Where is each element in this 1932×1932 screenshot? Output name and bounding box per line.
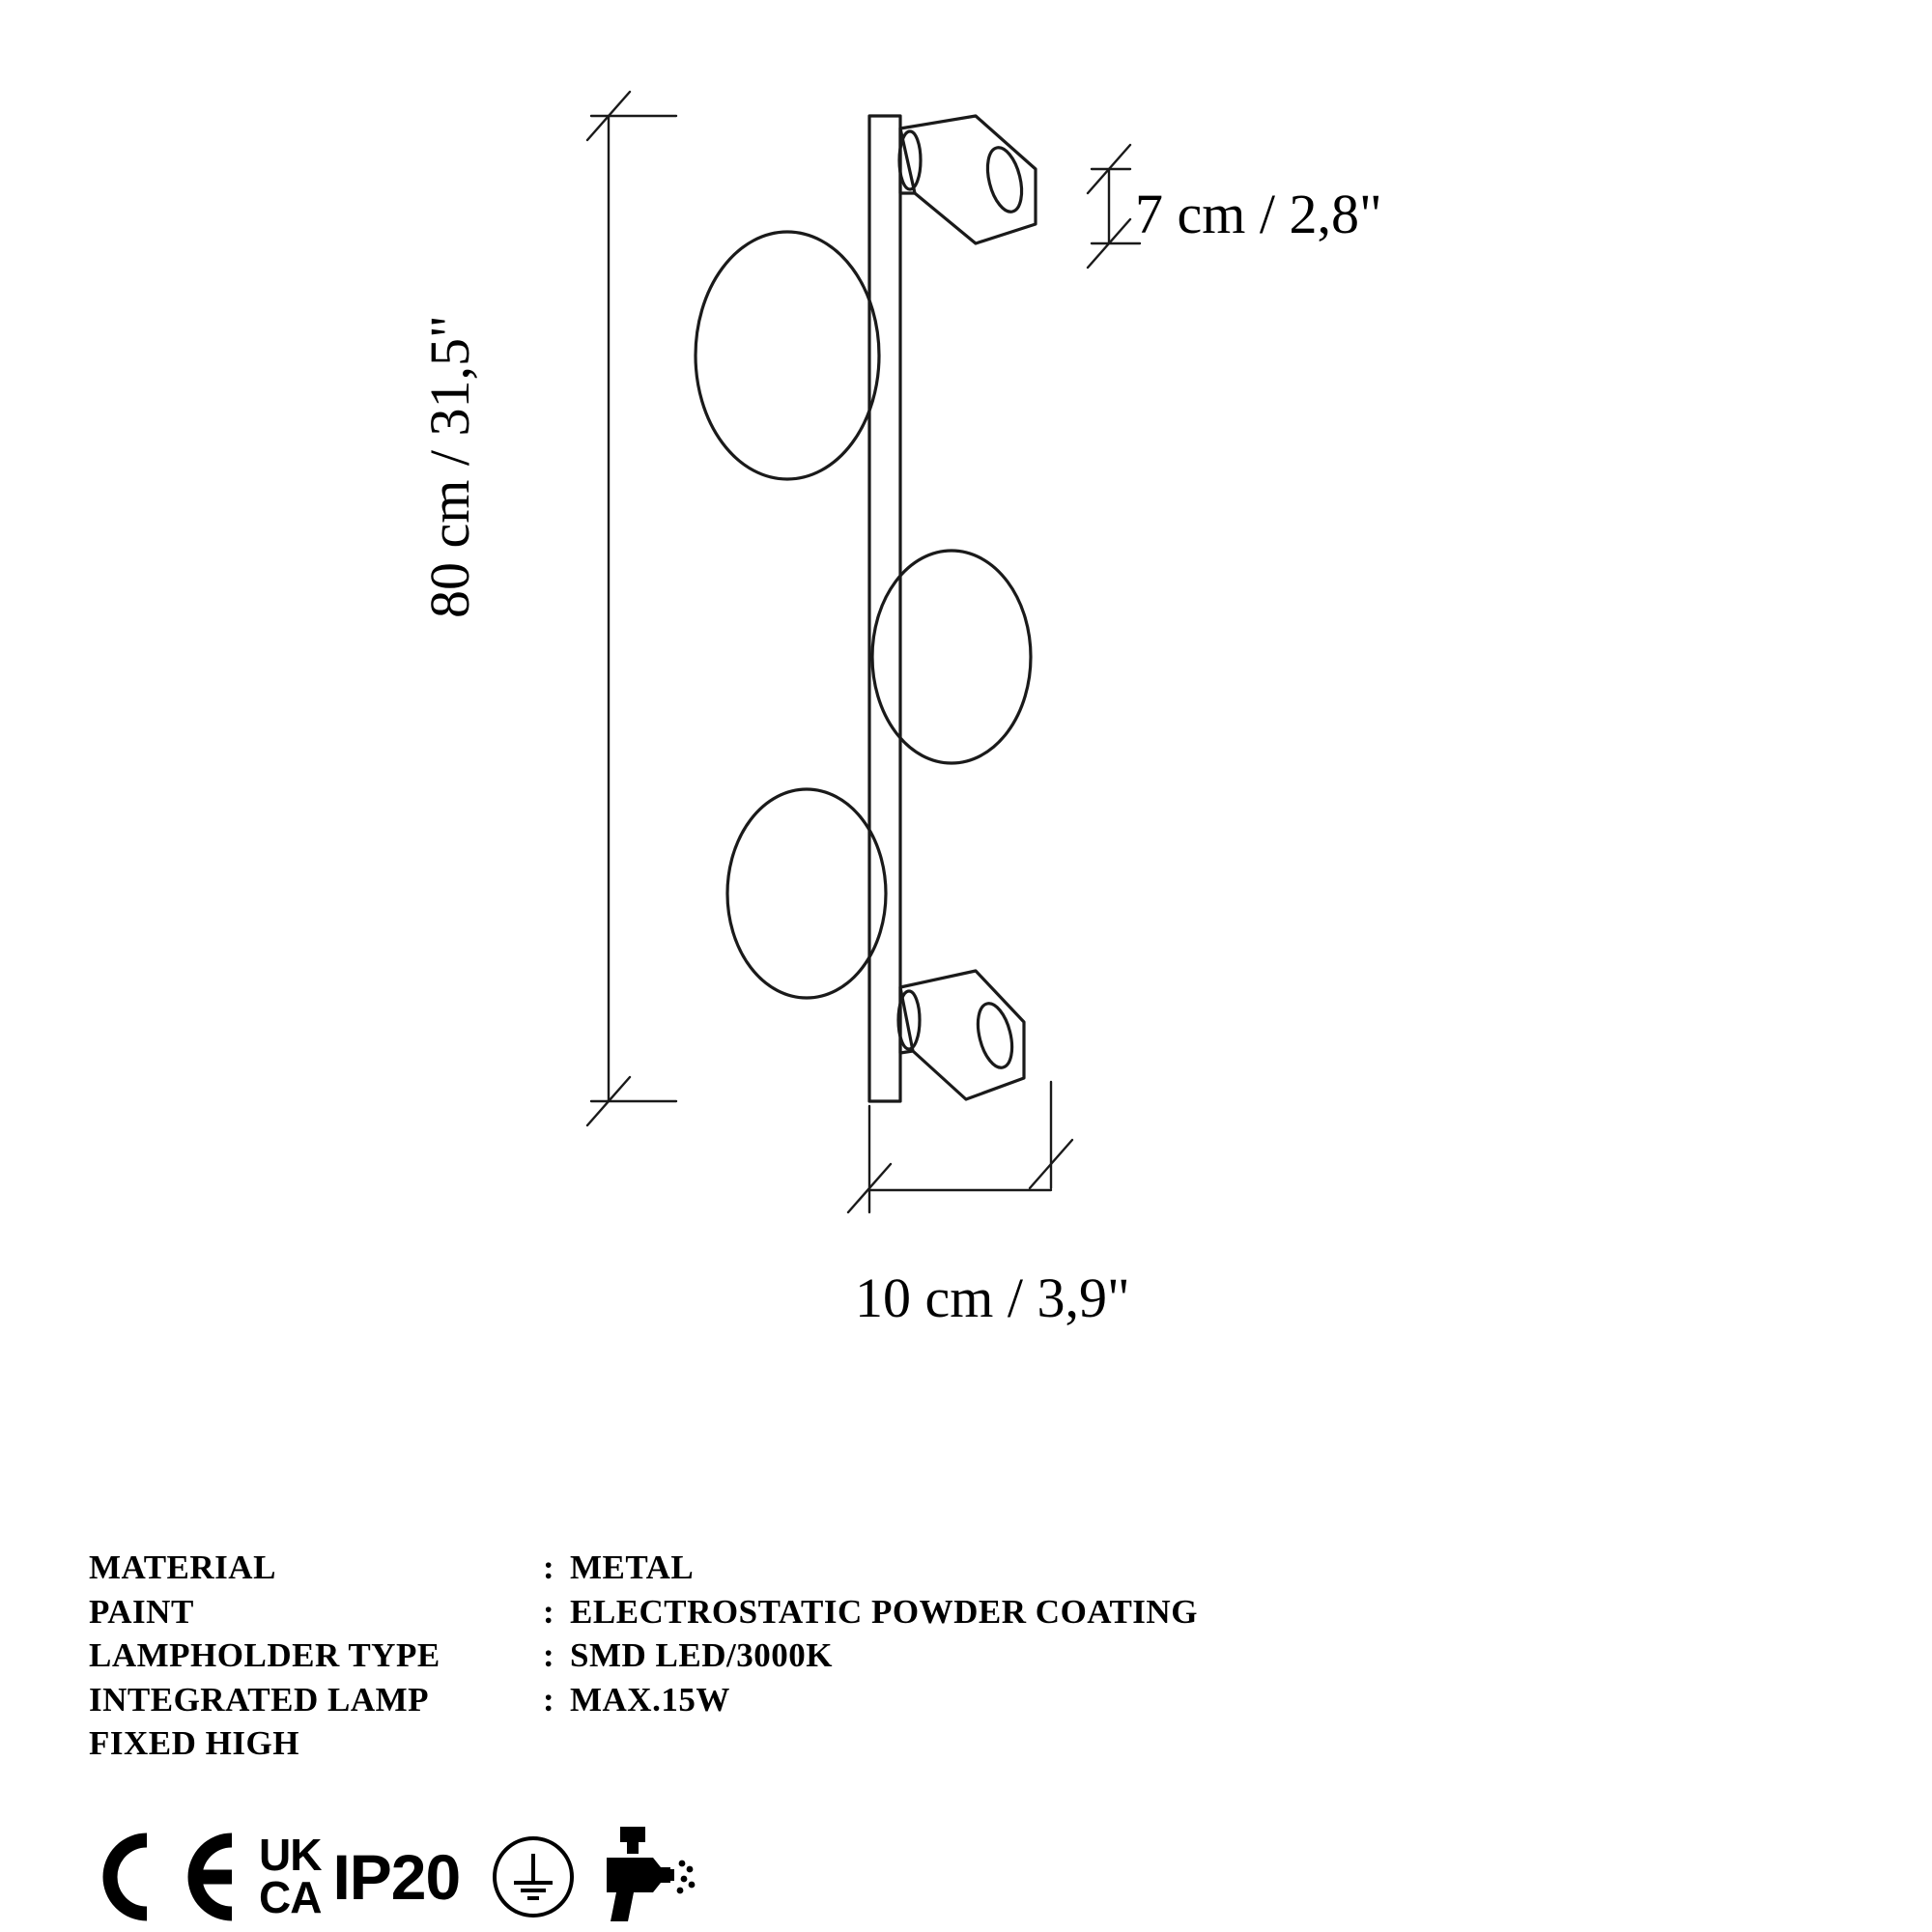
dimension-label-height: 80 cm / 31,5" bbox=[418, 315, 481, 618]
globe-lower-left bbox=[727, 789, 886, 998]
spec-label-material: MATERIAL bbox=[89, 1548, 276, 1586]
spec-row-integrated-lamp bbox=[89, 1678, 1198, 1722]
globe-middle-right bbox=[872, 551, 1031, 763]
spec-value-paint: ELECTROSTATIC POWDER COATING bbox=[570, 1592, 1198, 1631]
spec-row-lampholder-type bbox=[89, 1634, 1198, 1678]
dimension-label-width: 10 cm / 3,9" bbox=[855, 1266, 1130, 1329]
backplate-bar bbox=[869, 116, 900, 1101]
spec-colon-paint: : bbox=[543, 1592, 555, 1631]
certification-badges bbox=[89, 1824, 696, 1930]
spec-colon-lampholder-type: : bbox=[543, 1636, 555, 1674]
spec-row-material bbox=[89, 1546, 1198, 1590]
spot-head-bottom bbox=[898, 971, 1024, 1099]
ukca-line-2: CA bbox=[259, 1872, 322, 1922]
spec-colon-fixed-high bbox=[543, 1721, 570, 1766]
spec-label-paint: PAINT bbox=[89, 1592, 194, 1631]
dimension-depth bbox=[1088, 145, 1140, 268]
earth-ground-icon bbox=[489, 1833, 578, 1921]
spec-label-fixed-high: FIXED HIGH bbox=[89, 1724, 299, 1762]
spec-value-material: METAL bbox=[570, 1548, 695, 1586]
spec-label-lampholder-type: LAMPHOLDER TYPE bbox=[89, 1636, 440, 1674]
globe-upper-left bbox=[696, 232, 879, 479]
dimension-label-depth: 7 cm / 2,8" bbox=[1135, 183, 1382, 245]
spec-row-fixed-high bbox=[89, 1721, 1198, 1766]
dimension-height bbox=[587, 92, 676, 1125]
ukca-line-1: UK bbox=[259, 1830, 322, 1881]
ce-mark-icon bbox=[89, 1829, 234, 1925]
ip-rating-label: IP20 bbox=[332, 1841, 461, 1913]
specifications-table bbox=[89, 1546, 1198, 1766]
spot-head-top bbox=[899, 116, 1036, 243]
spec-colon-material: : bbox=[543, 1548, 555, 1586]
spec-label-integrated-lamp: INTEGRATED LAMP bbox=[89, 1680, 430, 1719]
spec-colon-integrated-lamp: : bbox=[543, 1680, 555, 1719]
spec-value-integrated-lamp: MAX.15W bbox=[570, 1680, 730, 1719]
spec-value-lampholder-type: SMD LED/3000K bbox=[570, 1636, 833, 1674]
ukca-mark bbox=[259, 1830, 322, 1922]
spec-row-paint bbox=[89, 1590, 1198, 1634]
spray-gun-icon bbox=[599, 1825, 696, 1929]
